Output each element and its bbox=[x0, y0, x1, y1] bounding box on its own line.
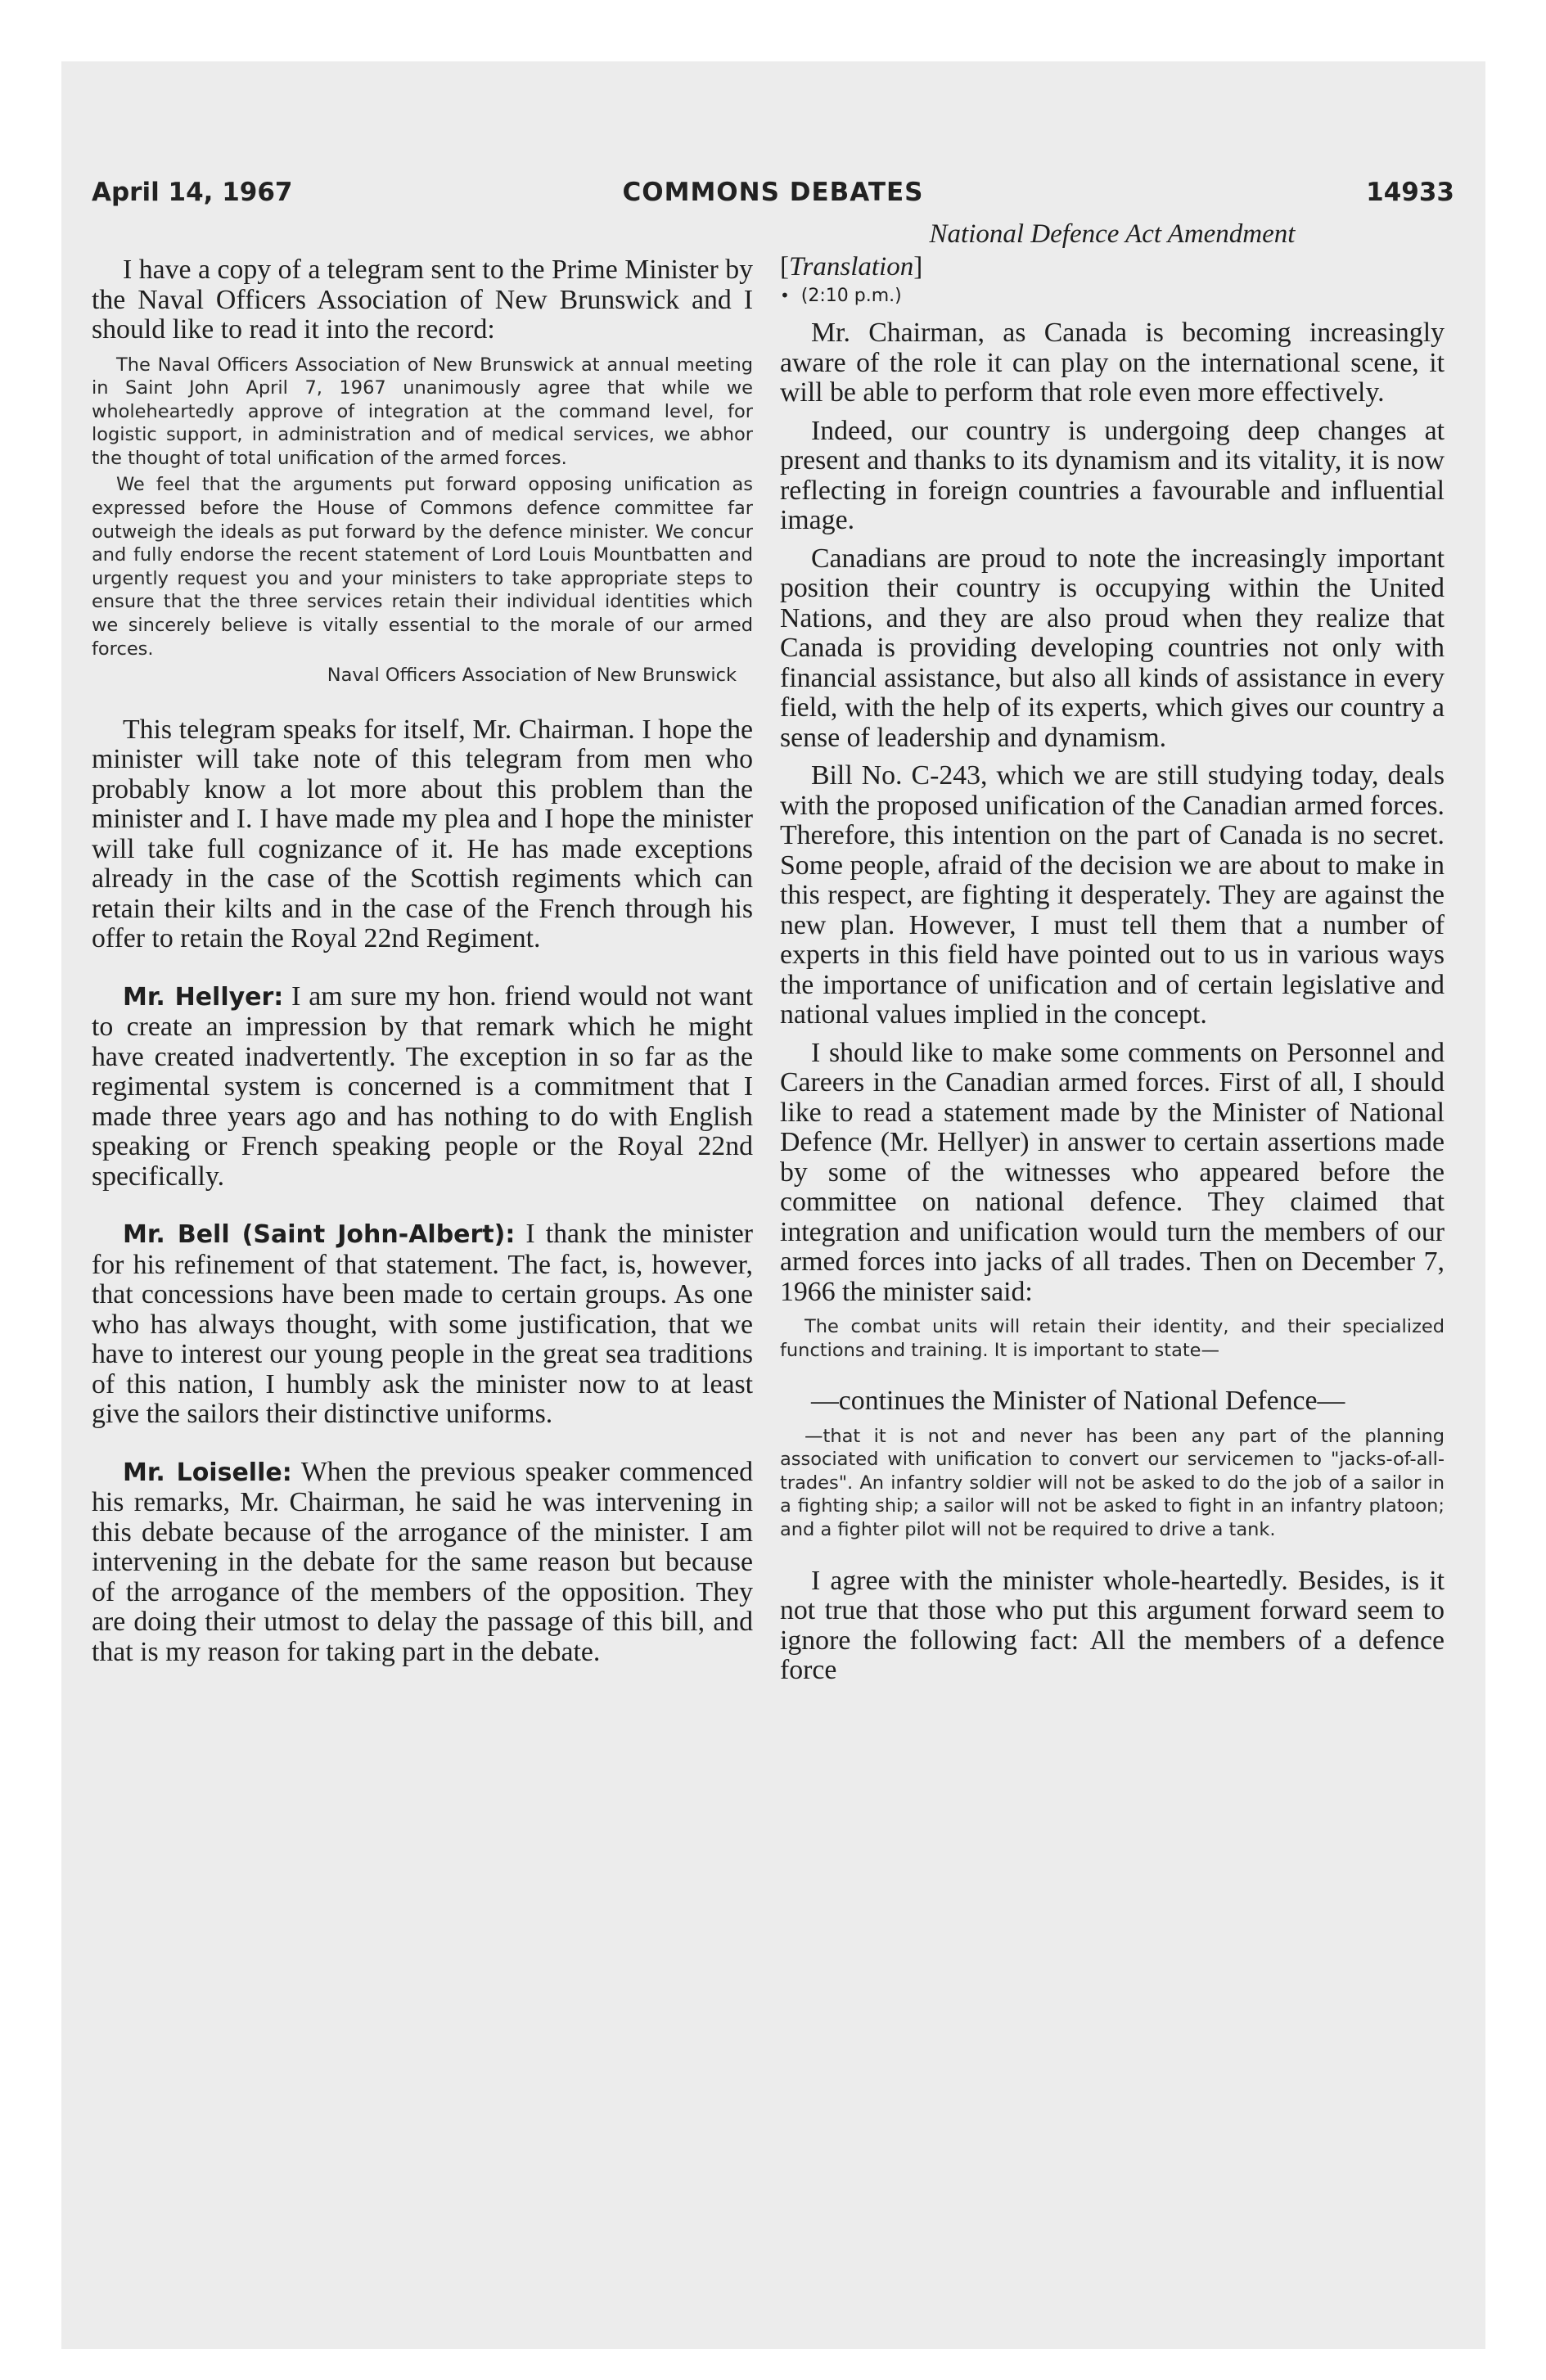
loiselle-remark bbox=[92, 1458, 753, 1668]
time-stamp bbox=[780, 283, 1445, 309]
bullet-icon: • bbox=[780, 286, 790, 305]
after-telegram-paragraph: This telegram speaks for itself, Mr. Chairman. I hope the minister will take note of this telegram from men who probably know a lot more about this problem than the minister and I. I have made my plea and I hope the minister will take full cognizance of it. He has made exceptions already in the case of the Scottish regiments which can retain their kilts and in the case of the French through his offer to retain the Royal 22nd Regiment. bbox=[92, 714, 753, 954]
header-title: COMMONS DEBATES bbox=[622, 178, 924, 207]
speech-text: I thank the minister for his refinement of that statement. The fact, is, however, that concessions have been made to certain groups. As one who has always thought, with some justification, that we have to interest our young people in the great sea traditions of this nation, I humbly ask the minister now to at least give the sailors their distinctive uniforms. bbox=[92, 1219, 753, 1430]
time-text: (2:10 p.m.) bbox=[800, 286, 902, 306]
speaker-name: Mr. Loiselle: bbox=[123, 1458, 292, 1487]
telegram-signature: Naval Officers Association of New Brunswick bbox=[327, 665, 737, 687]
telegram-paragraph-1: The Naval Officers Association of New Brunswick at annual meeting in Saint John April 7, 1967 unanimously agree that while we wholeheartedly approve of integration at the command level, for logistic support, in administration and of medical services, we abhor the thought of total unification of the armed forces. bbox=[92, 354, 753, 469]
translation-label: Translation bbox=[789, 252, 914, 282]
right-column bbox=[780, 218, 1445, 1694]
paragraph: Canadians are proud to note the increasingly important position their country is occupying within the United Nations, and they are also proud when they realize that Canada is providing developing countries not only with financial assistance, but also all kinds of assistance in every field, with the help of its experts, which gives our country a sense of leadership and dynamism. bbox=[780, 543, 1445, 753]
paragraph: Mr. Chairman, as Canada is becoming increasingly aware of the role it can play on the international scene, it will be able to perform that role even more effectively. bbox=[780, 318, 1445, 408]
speaker-name: Mr. Bell (Saint John-Albert): bbox=[123, 1220, 516, 1250]
speaker-name: Mr. Hellyer: bbox=[123, 982, 284, 1012]
minister-quote-2: —that it is not and never has been any part of the planning associated with unification to convert our servicemen to "jacks-of-all-trades". An infantry soldier will not be asked to do the job of a sailor in a fighting ship; a sailor will not be asked to fight in an infantry platoon; and a fighter pilot will not be required to drive a tank. bbox=[780, 1425, 1445, 1541]
paragraph: I should like to make some comments on Personnel and Careers in the Canadian armed forces. First of all, I should like to read a statement made by the Minister of National Defence (Mr. Hellyer) in answer to certain assertions made by some of the witnesses who appeared before the committee on national defence. They claimed that integration and unification would turn the members of our armed forces into jacks of all trades. Then on December 7, 1966 the minister said: bbox=[780, 1037, 1445, 1307]
telegram-paragraph-2: We feel that the arguments put forward opposing unification as expressed before the House of Commons defence committee far outweigh the ideals as put forward by the defence minister. We concur and fully endorse the recent statement of Lord Louis Mountbatten and urgently request you and your ministers to take appropriate steps to ensure that the three services retain their individual identities which we sincerely believe is vitally essential to the morale of our armed forces. bbox=[92, 474, 753, 660]
paragraph: Bill No. C-243, which we are still studying today, deals with the proposed unification of the Canadian armed forces. Therefore, this intention on the part of Canada is no secret. Some people, afraid of the decision we are about to make in this respect, are fighting it desperately. They are against the new plan. However, I must tell them that a number of experts in this field have pointed out to us in various ways the importance of unification and of certain legislative and national values implied in the concept. bbox=[780, 760, 1445, 1030]
page-header bbox=[92, 178, 1454, 214]
speech-text: When the previous speaker commenced his remarks, Mr. Chairman, he said he was intervening in this debate because of the arrogance of the minister. I am intervening in the debate for the same reason but because of the arrogance of the members of the opposition. They are doing their utmost to delay the passage of this bill, and that is my reason for taking part in the debate. bbox=[92, 1456, 753, 1667]
speech-text: I am sure my hon. friend would not want to create an impression by that remark which he might have created inadvertently. The exception in so far as the regimental system is concerned is a commitment that I made three years ago and has nothing to do with English speaking or French speaking people or the Royal 22nd specifically. bbox=[92, 980, 753, 1192]
intro-paragraph: I have a copy of a telegram sent to the Prime Minister by the Naval Officers Association of New Brunswick and I should like to read it into the record: bbox=[92, 255, 753, 345]
translation-marker: [Translation] bbox=[780, 252, 923, 282]
running-head: National Defence Act Amendment bbox=[929, 219, 1296, 249]
hellyer-remark bbox=[92, 982, 753, 1192]
minister-quote-1: The combat units will retain their identity, and their specialized functions and training. It is important to state— bbox=[780, 1316, 1445, 1361]
paragraph: I agree with the minister whole-heartedly. Besides, is it not true that those who put this argument forward seem to ignore the following fact: All the members of a defence force bbox=[780, 1565, 1445, 1686]
bell-remark bbox=[92, 1219, 753, 1430]
left-column bbox=[92, 218, 753, 1675]
paragraph: —continues the Minister of National Defence— bbox=[811, 1386, 1345, 1417]
paragraph: Indeed, our country is undergoing deep changes at present and thanks to its dynamism and its vitality, it is now reflecting in foreign countries a favourable and influential image. bbox=[780, 415, 1445, 535]
header-page-number: 14933 bbox=[1366, 178, 1454, 207]
header-date: April 14, 1967 bbox=[92, 178, 293, 207]
